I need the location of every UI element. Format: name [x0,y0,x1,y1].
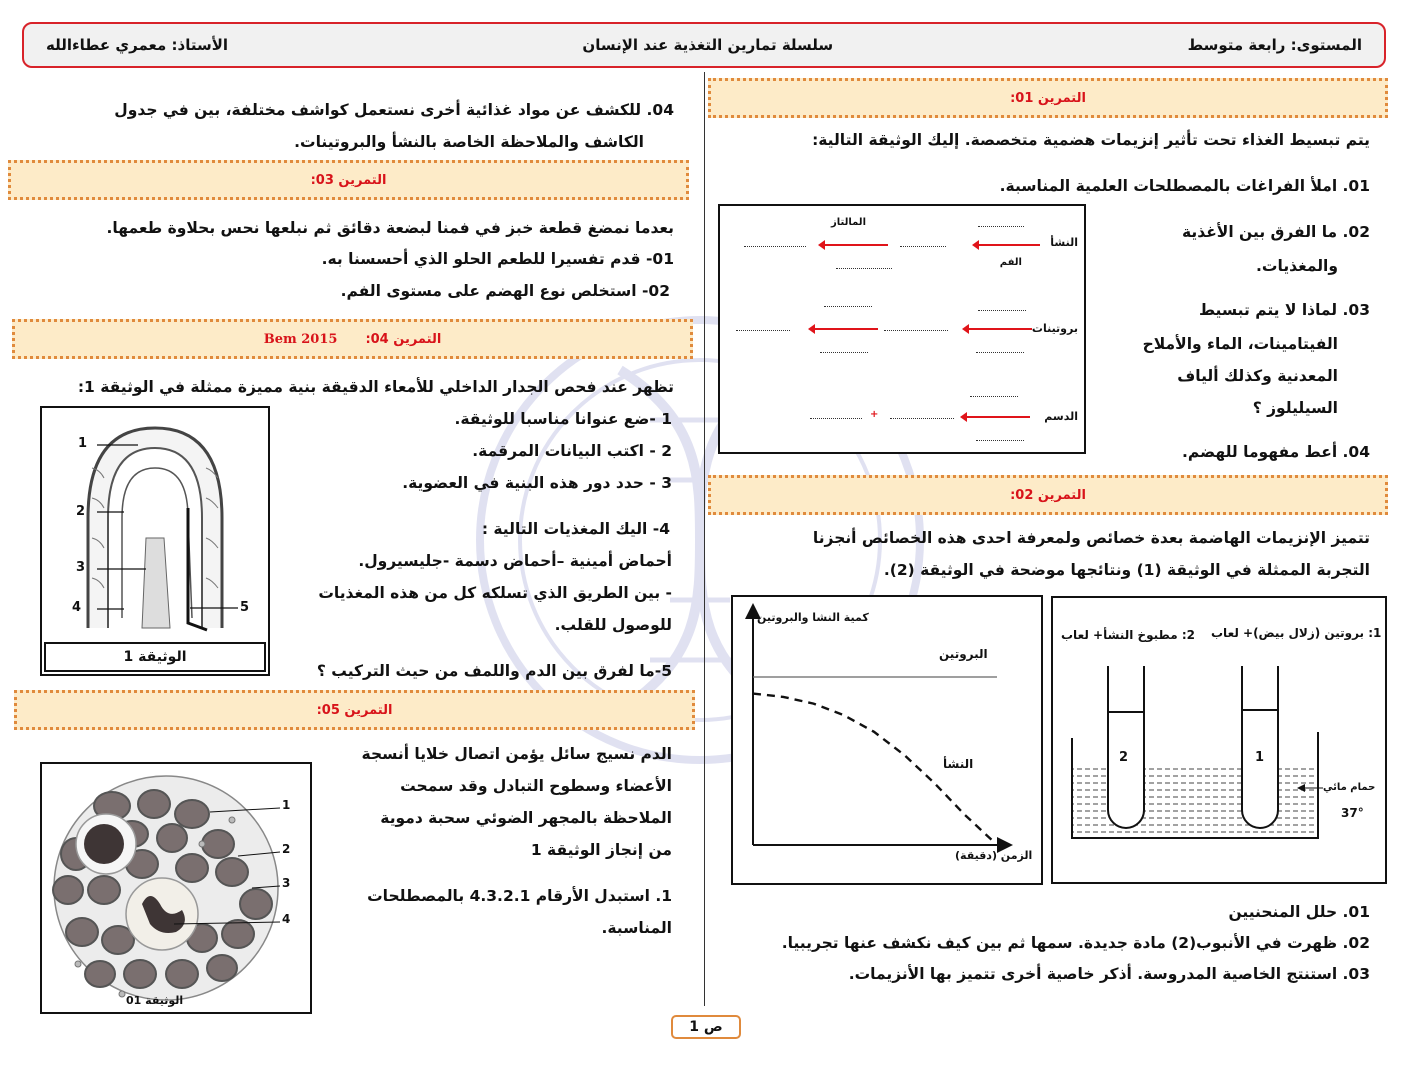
villus-label-5: 5 [240,600,250,615]
exercise4-intro: تظهر عند فحص الجدار الداخلي للأمعاء الدقيقة بنية مميزة ممثلة في الوثيقة 1: [77,378,674,396]
exercise5-intro-line2: الأعضاء وسطوح التبادل وقد سمحت [400,777,672,795]
intestinal-villus-figure [40,406,270,676]
villus-label-4: 4 [72,600,82,615]
exercise4-source: Bem 2015 [263,331,338,347]
smear-label-4: 4 [282,912,291,926]
exercise2-heading [708,475,1388,515]
scheme-fat-label: الدسم [1044,410,1078,423]
temperature-label: 37° [1341,806,1364,820]
exercise5-intro-line1: الدم نسيج سائل يؤمن اتصال خلايا أنسجة [361,745,672,763]
exercise3-intro: بعدما نمضغ قطعة خبز في فمنا لبضعة دقائق ثم نبلعها نحس بحلاوة طعمها. [106,219,674,237]
villus-label-1: 1 [78,436,88,451]
exercise3-q2: 02- استخلص نوع الهضم على مستوى الفم. [340,282,670,300]
experiment-figure [1051,596,1387,884]
arrow-icon [978,244,1040,246]
smear-caption: الوثيقة 01 [126,994,184,1007]
exercise1-q3-line4: السيليلوز ؟ [1252,399,1338,417]
exercise1-q2-line1: 02. ما الفرق بين الأغذية [1182,223,1370,241]
chart-xlabel: الزمن (دقيقة) [955,849,1033,862]
teacher-name: الأستاذ: معمري عطاءالله [46,36,229,54]
blank-field[interactable] [820,352,868,353]
blood-smear-figure [40,762,312,1014]
blank-field[interactable] [978,310,1026,311]
arrow-icon [814,328,878,330]
blank-field[interactable] [976,440,1024,441]
chart-starch-label: النشأ [943,757,974,771]
exercise5-intro-line4: من إنجاز الوثيقة 1 [530,841,672,859]
tube2-number: 2 [1119,750,1129,765]
document-title: سلسلة تمارين التغذية عند الإنسان [582,36,834,54]
exercise4-q4-line2: للوصول للقلب. [554,616,672,634]
exercise1-heading [708,78,1388,118]
scheme-mouth-label: الفم [999,257,1022,268]
exercise4-q1: 1 -ضع عنوانا مناسبا للوثيقة. [454,410,672,428]
arrow-icon [966,416,1030,418]
exercise1-q4-cont-line2: الكاشف والملاحظة الخاصة بالنشأ والبروتينات. [294,133,644,151]
blank-field[interactable] [900,246,946,247]
starch-protein-chart [731,595,1043,885]
smear-label-2: 2 [282,842,291,856]
scheme-protein-label: بروتينات [1031,322,1078,335]
blank-field[interactable] [836,268,892,269]
digestion-scheme [718,204,1086,454]
line-chart [733,597,1041,883]
exercise1-q3-line3: المعدنية وكذلك ألياف [1177,367,1338,385]
blood-smear-illustration [42,764,310,1012]
blank-field[interactable] [824,306,872,307]
exercise1-q2-line2: والمغذيات. [1256,257,1338,275]
blank-field[interactable] [970,396,1018,397]
exercise1-title: التمرين 01: [1010,90,1086,106]
exercise5-heading [14,690,695,730]
blank-field[interactable] [736,330,790,331]
smear-label-1: 1 [282,798,291,812]
exercise2-q3: 03. استنتج الخاصية المدروسة. أذكر خاصية أخرى تتميز بها الأنزيمات. [848,965,1370,983]
blank-field[interactable] [810,418,862,419]
water-bath-label: حمام مائي [1323,782,1376,793]
smear-label-3: 3 [282,876,291,890]
chart-protein-label: البروتين [939,647,988,661]
exercise1-q4-cont-line1: 04. للكشف عن مواد غذائية أخرى نستعمل كواشف مختلفة، بين في جدول [114,101,674,119]
exercise3-q1: 01- قدم تفسيرا للطعم الحلو الذي أحسسنا به. [321,250,674,268]
blank-field[interactable] [976,352,1024,353]
exercise1-q3-line2: الفيتامينات، الماء والأملاح [1142,335,1338,353]
exercise2-title: التمرين 02: [1010,487,1086,503]
villus-label-2: 2 [76,504,86,519]
exercise4-heading [12,319,693,359]
exercise1-q4: 04. أعط مفهوما للهضم. [1182,443,1370,461]
exercise3-title: التمرين 03: [310,172,387,188]
exercise1-intro: يتم تبسيط الغذاء تحت تأثير إنزيمات هضمية متخصصة. إليك الوثيقة التالية: [812,131,1370,149]
column-divider [704,72,705,1006]
tube2-label: 2: مطبوخ النشأ+ لعاب [1061,628,1196,642]
exercise4-q4-list: أحماض أمينية –أحماض دسمة -جليسيرول. [358,552,672,570]
exercise4-q5: 5-ما لفرق بين الدم واللمف من حيث التركيب ؟ [316,662,672,680]
scheme-starch-label: النشأ [1050,236,1078,249]
arrow-icon [968,328,1032,330]
exercise1-q1: 01. املأ الفراغات بالمصطلحات العلمية المناسبة. [999,177,1370,195]
scheme-maltase-label: المالتاز [831,217,866,228]
tube1-number: 1 [1255,750,1265,765]
page-header [22,22,1386,68]
exercise4-q2: 2 - اكتب البيانات المرقمة. [472,442,672,460]
exercise2-q2: 02. ظهرت في الأنبوب(2) مادة جديدة. سمها ثم بين كيف نكشف عنها تجريبيا. [781,934,1370,952]
chart-ylabel: كمية النشا والبروتين [757,611,869,624]
blank-field[interactable] [744,246,806,247]
tube1-label: 1: بروتين (زلال بيض)+ لعاب [1211,626,1382,640]
exercise4-q4-title: 4- اليك المغذيات التالية : [481,520,670,538]
page-number: ص 1 [671,1015,741,1039]
exercise2-intro-line2: التجربة الممثلة في الوثيقة (1) ونتائجها موضحة في الوثيقة (2). [883,561,1370,579]
exercise5-title: التمرين 05: [316,702,393,718]
villus-label-3: 3 [76,560,86,575]
blank-field[interactable] [978,226,1024,227]
exercise5-intro-line3: الملاحظة بالمجهر الضوئي سحبة دموية [380,809,672,827]
villus-caption: الوثيقة 1 [44,642,266,672]
plus-sign: + [870,409,879,420]
exercise1-q3-line1: 03. لماذا لا يتم تبسيط [1198,301,1370,319]
exercise3-heading [8,160,689,200]
arrow-icon [824,244,888,246]
exercise5-q1-line2: المناسبة. [601,919,672,937]
exercise2-intro-line1: تتميز الإنزيمات الهاضمة بعدة خصائص ولمعرفة احدى هذه الخصائص أنجزنا [812,529,1370,547]
exercise4-title: التمرين 04: [365,331,442,347]
exercise4-q4-line1: - بين الطريق الذي تسلكه كل من هذه المغذيات [318,584,672,602]
exercise2-q1: 01. حلل المنحنيين [1228,903,1370,921]
blank-field[interactable] [890,418,954,419]
exercise4-q3: 3 - حدد دور هذه البنية في العضوية. [402,474,672,492]
blank-field[interactable] [884,330,948,331]
level-label: المستوى: رابعة متوسط [1187,36,1362,54]
exercise5-q1-line1: 1. استبدل الأرقام 4.3.2.1 بالمصطلحات [367,887,672,905]
